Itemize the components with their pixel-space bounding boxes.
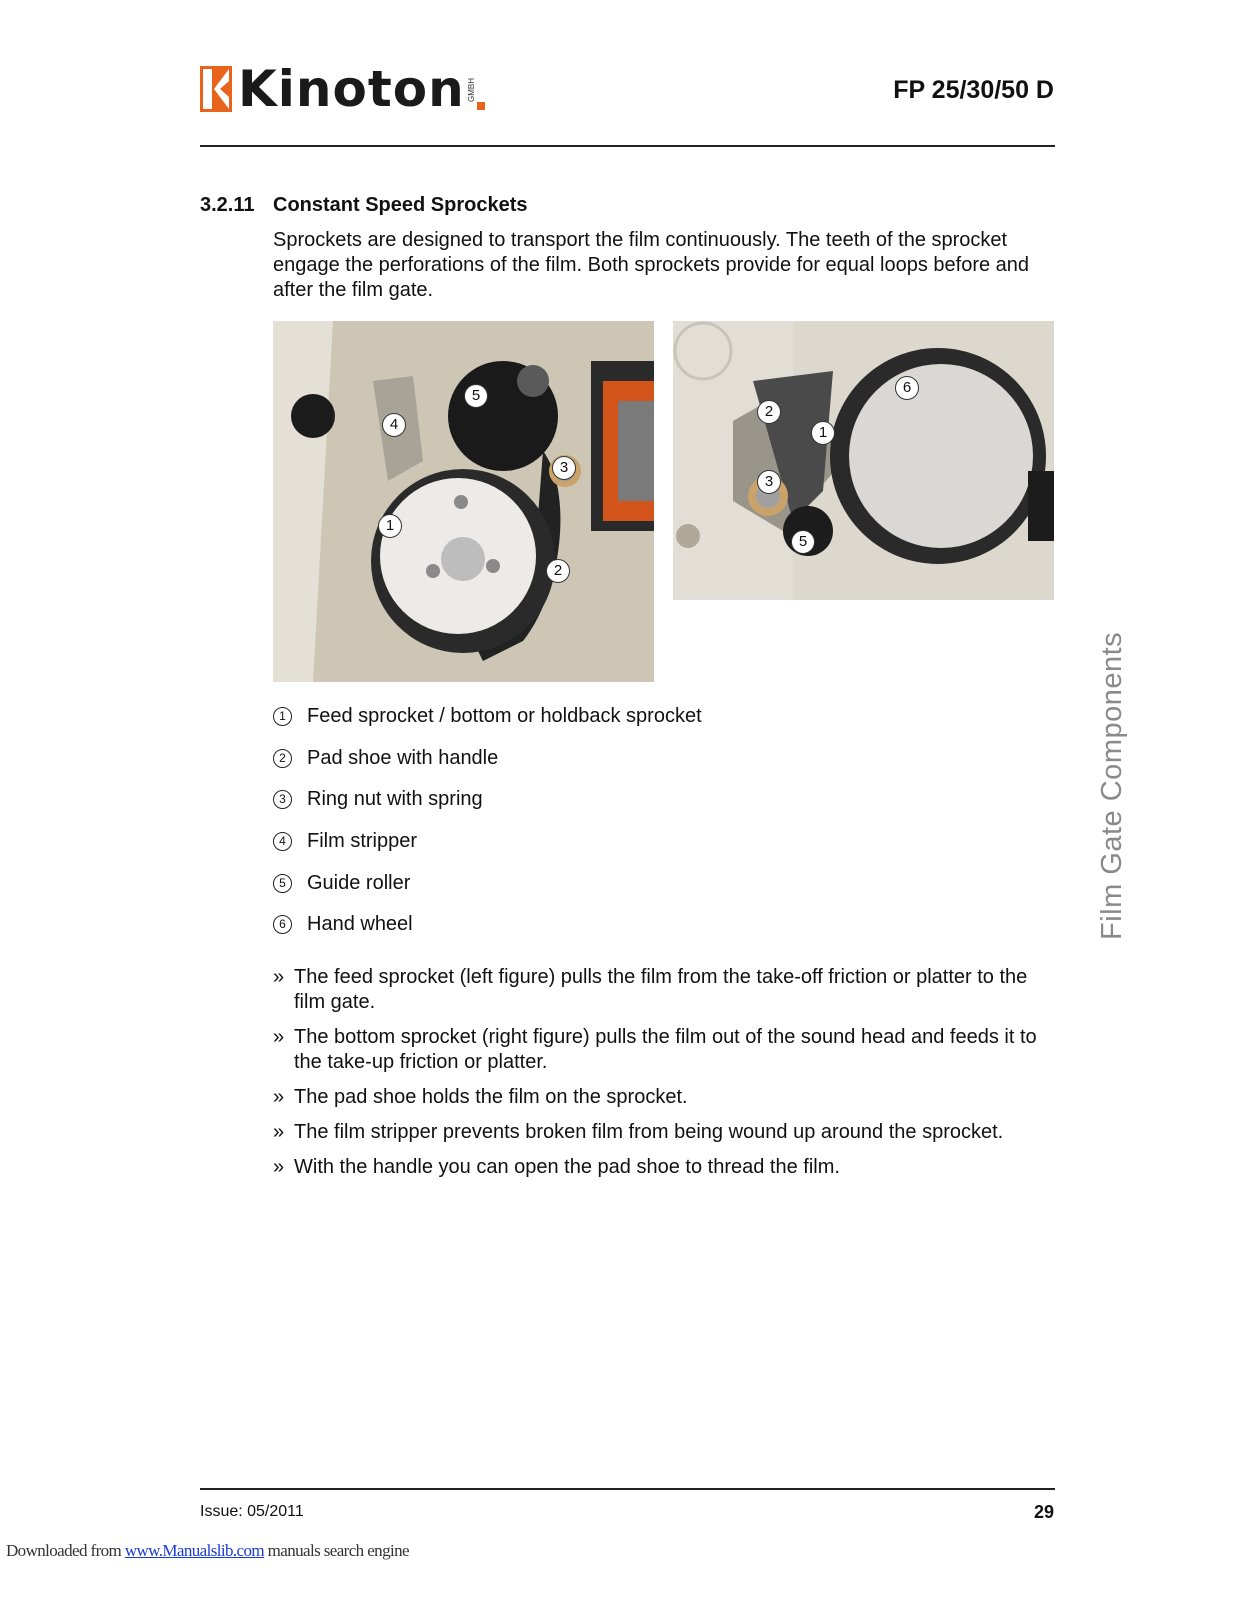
legend-number: 3 [273, 790, 292, 809]
download-banner [6, 1541, 409, 1561]
bullet-text: The film stripper prevents broken film from being wound up around the sprocket. [294, 1121, 1004, 1143]
section-title: Constant Speed Sprockets [273, 194, 528, 216]
download-prefix: Downloaded from [6, 1541, 125, 1560]
callout-3: 3 [552, 456, 576, 480]
side-chapter-tab: Film Gate Components [1096, 631, 1128, 940]
bullet-mark: » [273, 1086, 285, 1108]
callout-4: 4 [382, 413, 406, 437]
left-sprocket-photo [273, 321, 654, 682]
footer-divider [200, 1488, 1055, 1490]
bullet-mark: » [273, 1156, 285, 1178]
callout-5: 5 [464, 384, 488, 408]
legend-item [273, 747, 498, 770]
right-sprocket-photo [673, 321, 1054, 600]
legend-text: Guide roller [307, 872, 411, 894]
bullet-item [273, 1085, 1063, 1110]
legend-number: 6 [273, 915, 292, 934]
bullet-text: The pad shoe holds the film on the sprocket. [294, 1086, 688, 1108]
legend-text: Feed sprocket / bottom or holdback sprocket [307, 705, 702, 727]
callout-2: 2 [546, 559, 570, 583]
callout-1: 1 [378, 514, 402, 538]
bullet-text: The feed sprocket (left figure) pulls the film from the take-off friction or platter to the film gate. [294, 966, 1028, 1013]
legend-number: 5 [273, 874, 292, 893]
bullet-item [273, 1120, 1063, 1145]
issue-date: Issue: 05/2011 [200, 1503, 304, 1520]
legend-text: Ring nut with spring [307, 788, 483, 810]
callout-5: 5 [791, 530, 815, 554]
legend-item [273, 830, 417, 853]
callout-1: 1 [811, 421, 835, 445]
legend-item [273, 788, 483, 811]
left-photo-illustration [273, 321, 654, 682]
legend-number: 2 [273, 749, 292, 768]
section-number: 3.2.11 [200, 194, 255, 216]
legend-number: 4 [273, 832, 292, 851]
download-suffix: manuals search engine [264, 1541, 409, 1560]
callout-3: 3 [757, 470, 781, 494]
kinoton-logo [200, 60, 485, 118]
bullet-mark: » [273, 966, 285, 988]
kinoton-k-mark-icon [200, 66, 232, 112]
bullet-mark: » [273, 1121, 285, 1143]
logo-dot [477, 102, 485, 110]
model-title: FP 25/30/50 D [893, 76, 1054, 104]
callout-2: 2 [757, 400, 781, 424]
intro-paragraph: Sprockets are designed to transport the film continuously. The teeth of the sprocket engage the perforations of the film. Both sprockets provide for equal loops before and after the film gate. [273, 229, 1030, 301]
bullet-mark: » [273, 1026, 285, 1048]
bullet-text: With the handle you can open the pad shoe to thread the film. [294, 1156, 840, 1178]
legend-item [273, 913, 413, 936]
page-number: 29 [1033, 1502, 1054, 1522]
manualslib-link[interactable]: www.Manualslib.com [124, 1541, 265, 1560]
legend-item [273, 705, 702, 728]
callout-6: 6 [895, 376, 919, 400]
legend-text: Film stripper [307, 830, 418, 852]
bullet-item [273, 965, 1063, 1015]
header-divider [200, 145, 1055, 147]
legend-text: Hand wheel [307, 913, 413, 935]
bullet-item [273, 1025, 1063, 1075]
legend-number: 1 [273, 707, 292, 726]
legend-text: Pad shoe with handle [307, 747, 499, 769]
right-photo-illustration [673, 321, 1054, 600]
legend-item [273, 872, 410, 895]
logo-gmbh: GMBH [466, 78, 476, 102]
bullet-text: The bottom sprocket (right figure) pulls the film out of the sound head and feeds it to the take-up friction or platter. [294, 1026, 1037, 1073]
logo-wordmark: Kinoton [238, 60, 465, 118]
bullet-item [273, 1155, 1063, 1180]
